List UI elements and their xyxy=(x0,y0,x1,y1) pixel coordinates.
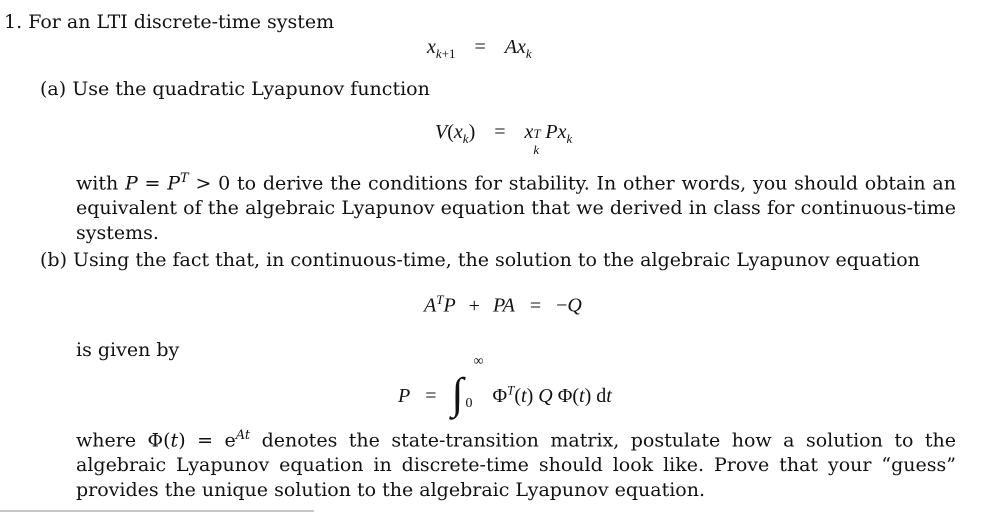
given-by-text: is given by xyxy=(76,339,180,361)
eq-solution-integral: P = ∫ ∞ 0 $\Phi^T(t)$ Q Φ(t) dt xyxy=(398,354,612,418)
part-a-line xyxy=(40,77,430,102)
eq-algebraic-lyapunov: $A^TP$ + PA = −Q xyxy=(424,292,582,317)
eq-lyapunov-function: $V(x_k) = x$ T k $Px_k$ xyxy=(435,121,573,157)
part-a-text: Use the quadratic Lyapunov function xyxy=(72,78,430,100)
part-a-with-paragraph: with $P = P^T > 0$ to derive the conditions for stability. In other words, you should obtain an equivalent of the algebraic Lyapunov equation that we derived in class for continuous-time systems. xyxy=(76,171,956,245)
problem-intro: For an LTI discrete-time system xyxy=(28,11,335,33)
part-b-line xyxy=(40,248,920,273)
problem-number: 1. xyxy=(4,11,23,33)
integral-sign: ∫ xyxy=(451,369,464,418)
part-b-text: Using the fact that, in continuous-time, the solution to the algebraic Lyapunov equation xyxy=(73,249,920,271)
problem-line xyxy=(4,10,334,35)
part-a-label: (a) xyxy=(40,78,67,100)
eq-system: $x_{k+1} = Ax_k$ xyxy=(427,36,532,61)
part-b-where-paragraph: where $\Phi(t) = e^{At}$ denotes the state-transition matrix, postulate how a solution to the algebraic Lyapunov equation in discrete-time should look like. Prove that your “guess” provides the unique solution to the algebraic Lyapunov equation. xyxy=(76,428,957,502)
part-b-label: (b) xyxy=(40,249,67,271)
